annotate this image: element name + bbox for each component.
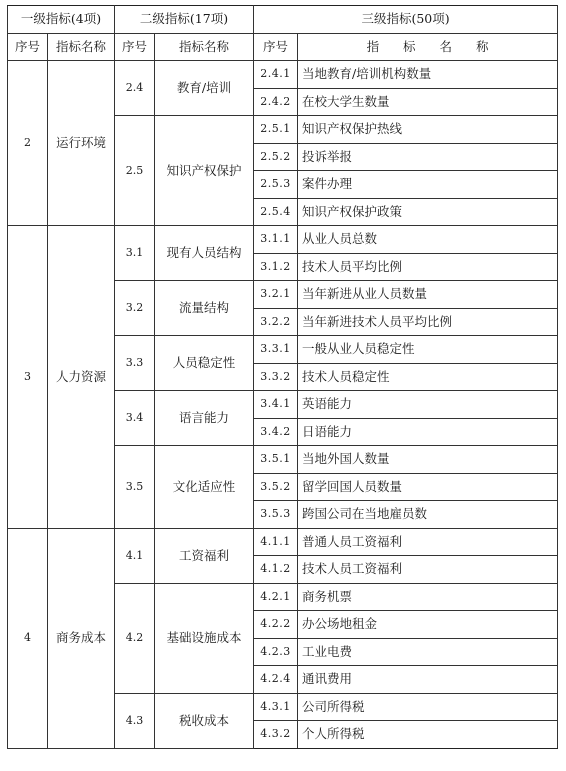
level2-seq: 4.3 xyxy=(115,693,155,748)
level3-seq: 4.3.1 xyxy=(254,693,298,721)
level3-seq: 3.3.1 xyxy=(254,336,298,364)
level3-seq: 3.4.1 xyxy=(254,391,298,419)
level3-name: 公司所得税 xyxy=(298,693,558,721)
level2-name: 人员稳定性 xyxy=(155,336,254,391)
level3-name: 投诉举报 xyxy=(298,143,558,171)
header-level1-seq: 序号 xyxy=(8,33,48,61)
level3-name: 日语能力 xyxy=(298,418,558,446)
indicator-table-body xyxy=(8,6,558,749)
level2-seq: 3.1 xyxy=(115,226,155,281)
level3-seq: 4.1.2 xyxy=(254,556,298,584)
level2-name: 基础设施成本 xyxy=(155,583,254,693)
level3-seq: 3.2.1 xyxy=(254,281,298,309)
level3-seq: 2.5.3 xyxy=(254,171,298,199)
level2-seq: 4.1 xyxy=(115,528,155,583)
level3-seq: 4.2.2 xyxy=(254,611,298,639)
level3-seq: 4.1.1 xyxy=(254,528,298,556)
header-level2-seq: 序号 xyxy=(115,33,155,61)
header-row-levels xyxy=(8,6,558,34)
level2-name: 工资福利 xyxy=(155,528,254,583)
level3-name: 当地外国人数量 xyxy=(298,446,558,474)
level3-seq: 2.5.2 xyxy=(254,143,298,171)
level3-name: 当年新进从业人员数量 xyxy=(298,281,558,309)
level3-name: 留学回国人员数量 xyxy=(298,473,558,501)
level3-name: 办公场地租金 xyxy=(298,611,558,639)
level1-name: 运行环境 xyxy=(48,61,115,226)
level1-seq: 2 xyxy=(8,61,48,226)
level3-name: 技术人员平均比例 xyxy=(298,253,558,281)
level3-name: 普通人员工资福利 xyxy=(298,528,558,556)
level2-name: 语言能力 xyxy=(155,391,254,446)
level3-name: 通讯费用 xyxy=(298,666,558,694)
header-level2-name: 指标名称 xyxy=(155,33,254,61)
level3-seq: 3.5.3 xyxy=(254,501,298,529)
level3-seq: 3.1.2 xyxy=(254,253,298,281)
level3-name: 从业人员总数 xyxy=(298,226,558,254)
level2-name: 知识产权保护 xyxy=(155,116,254,226)
level3-seq: 4.2.1 xyxy=(254,583,298,611)
level3-name: 技术人员稳定性 xyxy=(298,363,558,391)
level3-name: 英语能力 xyxy=(298,391,558,419)
level2-seq: 3.2 xyxy=(115,281,155,336)
level3-name: 当地教育/培训机构数量 xyxy=(298,61,558,89)
level2-seq: 2.5 xyxy=(115,116,155,226)
level1-seq: 4 xyxy=(8,528,48,748)
header-level2: 二级指标(17项) xyxy=(115,6,254,34)
level2-seq: 4.2 xyxy=(115,583,155,693)
level3-seq: 3.5.2 xyxy=(254,473,298,501)
header-level1: 一级指标(4项) xyxy=(8,6,115,34)
table-row xyxy=(8,226,558,254)
level2-seq: 3.3 xyxy=(115,336,155,391)
level3-name: 在校大学生数量 xyxy=(298,88,558,116)
level2-name: 税收成本 xyxy=(155,693,254,748)
level2-name: 教育/培训 xyxy=(155,61,254,116)
level3-name: 一般从业人员稳定性 xyxy=(298,336,558,364)
indicator-table xyxy=(7,5,558,749)
level3-seq: 3.5.1 xyxy=(254,446,298,474)
level3-name: 知识产权保护政策 xyxy=(298,198,558,226)
table-row xyxy=(8,528,558,556)
level2-name: 现有人员结构 xyxy=(155,226,254,281)
level3-name: 技术人员工资福利 xyxy=(298,556,558,584)
table-row xyxy=(8,61,558,89)
level3-seq: 4.2.4 xyxy=(254,666,298,694)
level3-seq: 3.3.2 xyxy=(254,363,298,391)
level2-name: 文化适应性 xyxy=(155,446,254,529)
header-level3-seq: 序号 xyxy=(254,33,298,61)
level3-seq: 3.4.2 xyxy=(254,418,298,446)
level3-name: 案件办理 xyxy=(298,171,558,199)
level3-name: 当年新进技术人员平均比例 xyxy=(298,308,558,336)
level2-name: 流量结构 xyxy=(155,281,254,336)
level3-seq: 4.2.3 xyxy=(254,638,298,666)
level3-name: 商务机票 xyxy=(298,583,558,611)
level2-seq: 2.4 xyxy=(115,61,155,116)
level3-name: 知识产权保护热线 xyxy=(298,116,558,144)
indicator-table-wrapper xyxy=(7,5,558,749)
level3-seq: 2.4.2 xyxy=(254,88,298,116)
level2-seq: 3.4 xyxy=(115,391,155,446)
level3-seq: 2.4.1 xyxy=(254,61,298,89)
header-level3: 三级指标(50项) xyxy=(254,6,558,34)
header-row-columns xyxy=(8,33,558,61)
level3-name: 个人所得税 xyxy=(298,721,558,749)
level1-name: 人力资源 xyxy=(48,226,115,529)
level3-seq: 3.1.1 xyxy=(254,226,298,254)
level3-name: 工业电费 xyxy=(298,638,558,666)
header-level3-name: 指 标 名 称 xyxy=(298,33,558,61)
level3-seq: 3.2.2 xyxy=(254,308,298,336)
level3-name: 跨国公司在当地雇员数 xyxy=(298,501,558,529)
header-level1-name: 指标名称 xyxy=(48,33,115,61)
level1-name: 商务成本 xyxy=(48,528,115,748)
level3-seq: 4.3.2 xyxy=(254,721,298,749)
level3-seq: 2.5.1 xyxy=(254,116,298,144)
level1-seq: 3 xyxy=(8,226,48,529)
level2-seq: 3.5 xyxy=(115,446,155,529)
level3-seq: 2.5.4 xyxy=(254,198,298,226)
